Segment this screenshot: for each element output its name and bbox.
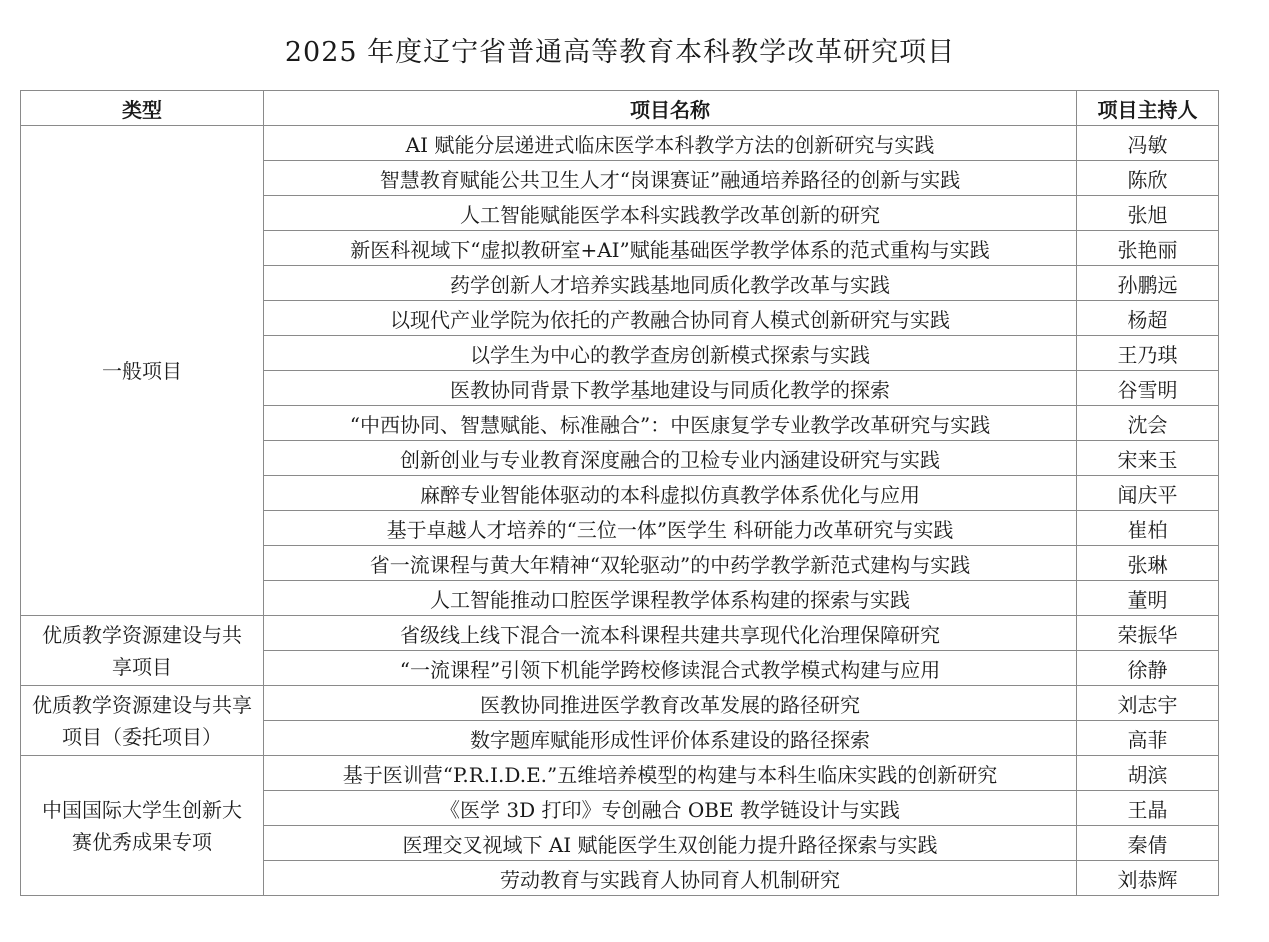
header-category: 类型	[21, 91, 264, 126]
project-name-cell: 省级线上线下混合一流本科课程共建共享现代化治理保障研究	[264, 616, 1077, 651]
category-label: 优质教学资源建设与共享项目	[42, 622, 242, 679]
table-header-row	[21, 91, 1219, 126]
leader-cell: 董明	[1077, 581, 1219, 616]
project-name-cell: 数字题库赋能形成性评价体系建设的路径探索	[264, 721, 1077, 756]
project-name-cell: 劳动教育与实践育人协同育人机制研究	[264, 861, 1077, 896]
table-row	[21, 616, 1219, 651]
header-leader: 项目主持人	[1077, 91, 1219, 126]
project-name-cell: 药学创新人才培养实践基地同质化教学改革与实践	[264, 266, 1077, 301]
category-cell	[21, 616, 264, 686]
category-label: 优质教学资源建设与共享项目（委托项目）	[32, 692, 252, 749]
leader-cell: 张艳丽	[1077, 231, 1219, 266]
leader-cell: 孙鹏远	[1077, 266, 1219, 301]
project-name-cell: 省一流课程与黄大年精神“双轮驱动”的中药学教学新范式建构与实践	[264, 546, 1077, 581]
project-name-cell: 麻醉专业智能体驱动的本科虚拟仿真教学体系优化与应用	[264, 476, 1077, 511]
leader-cell: 宋来玉	[1077, 441, 1219, 476]
project-name-cell: AI 赋能分层递进式临床医学本科教学方法的创新研究与实践	[264, 126, 1077, 161]
page-title: 2025 年度辽宁省普通高等教育本科教学改革研究项目	[284, 37, 956, 68]
leader-cell: 王晶	[1077, 791, 1219, 826]
project-name-cell: 以学生为中心的教学查房创新模式探索与实践	[264, 336, 1077, 371]
table-row	[21, 686, 1219, 721]
header-project-name: 项目名称	[264, 91, 1077, 126]
project-name-cell: 基于卓越人才培养的“三位一体”医学生 科研能力改革研究与实践	[264, 511, 1077, 546]
leader-cell: 谷雪明	[1077, 371, 1219, 406]
category-cell	[21, 686, 264, 756]
category-label: 中国国际大学生创新大赛优秀成果专项	[42, 797, 242, 854]
project-name-cell: 新医科视域下“虚拟教研室+AI”赋能基础医学教学体系的范式重构与实践	[264, 231, 1077, 266]
project-name-cell: 人工智能赋能医学本科实践教学改革创新的研究	[264, 196, 1077, 231]
leader-cell: 沈会	[1077, 406, 1219, 441]
project-name-cell: 创新创业与专业教育深度融合的卫检专业内涵建设研究与实践	[264, 441, 1077, 476]
leader-cell: 杨超	[1077, 301, 1219, 336]
project-name-cell: 医理交叉视域下 AI 赋能医学生双创能力提升路径探索与实践	[264, 826, 1077, 861]
leader-cell: 徐静	[1077, 651, 1219, 686]
category-label: 一般项目	[102, 358, 182, 383]
project-name-cell: 人工智能推动口腔医学课程教学体系构建的探索与实践	[264, 581, 1077, 616]
project-name-cell: 医教协同推进医学教育改革发展的路径研究	[264, 686, 1077, 721]
project-name-cell: “一流课程”引领下机能学跨校修读混合式教学模式构建与应用	[264, 651, 1077, 686]
category-cell	[21, 756, 264, 896]
leader-cell: 闻庆平	[1077, 476, 1219, 511]
project-name-cell: 以现代产业学院为依托的产教融合协同育人模式创新研究与实践	[264, 301, 1077, 336]
project-table	[20, 90, 1219, 896]
leader-cell: 刘恭辉	[1077, 861, 1219, 896]
category-cell	[21, 126, 264, 616]
project-name-cell: 基于医训营“P.R.I.D.E.”五维培养模型的构建与本科生临床实践的创新研究	[264, 756, 1077, 791]
leader-cell: 刘志宇	[1077, 686, 1219, 721]
leader-cell: 崔柏	[1077, 511, 1219, 546]
project-name-cell: “中西协同、智慧赋能、标准融合”：中医康复学专业教学改革研究与实践	[264, 406, 1077, 441]
leader-cell: 荣振华	[1077, 616, 1219, 651]
table-row	[21, 126, 1219, 161]
leader-cell: 陈欣	[1077, 161, 1219, 196]
leader-cell: 张旭	[1077, 196, 1219, 231]
leader-cell: 秦倩	[1077, 826, 1219, 861]
table-row	[21, 756, 1219, 791]
leader-cell: 冯敏	[1077, 126, 1219, 161]
project-name-cell: 《医学 3D 打印》专创融合 OBE 教学链设计与实践	[264, 791, 1077, 826]
project-name-cell: 医教协同背景下教学基地建设与同质化教学的探索	[264, 371, 1077, 406]
project-name-cell: 智慧教育赋能公共卫生人才“岗课赛证”融通培养路径的创新与实践	[264, 161, 1077, 196]
leader-cell: 张琳	[1077, 546, 1219, 581]
leader-cell: 王乃琪	[1077, 336, 1219, 371]
leader-cell: 高菲	[1077, 721, 1219, 756]
leader-cell: 胡滨	[1077, 756, 1219, 791]
table-body	[21, 126, 1219, 896]
